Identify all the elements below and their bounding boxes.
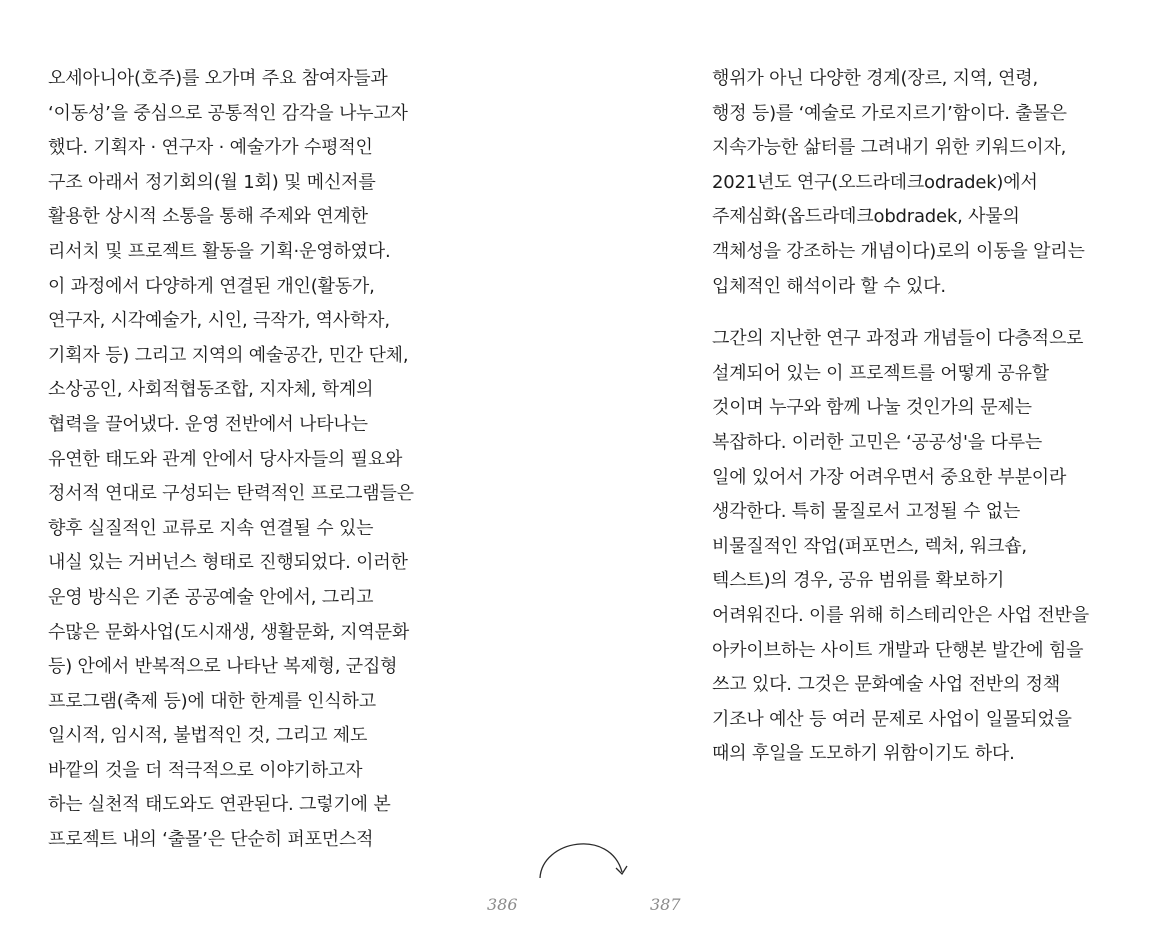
text-line: 기조나 예산 등 여러 문제로 사업이 일몰되었을 (712, 708, 1072, 730)
text-line: 바깥의 것을 더 적극적으로 이야기하고자 (48, 759, 363, 781)
text-line: 입체적인 해석이라 할 수 있다. (712, 275, 946, 297)
page-number-left: 386 (487, 895, 518, 914)
text-line: 일에 있어서 가장 어려우면서 중요한 부분이라 (712, 466, 1067, 488)
text-line: 주제심화(옵드라데크obdradek, 사물의 (712, 206, 1020, 228)
text-line: 하는 실천적 태도와도 연관된다. 그렇기에 본 (48, 794, 391, 816)
text-line: 때의 후일을 도모하기 위함이기도 하다. (712, 743, 1015, 765)
text-line: 정서적 연대로 구성되는 탄력적인 프로그램들은 (48, 483, 414, 505)
text-line: 기획자 등) 그리고 지역의 예술공간, 민간 단체, (48, 344, 409, 366)
text-line: 아카이브하는 사이트 개발과 단행본 발간에 힘을 (712, 639, 1084, 661)
text-line: 텍스트)의 경우, 공유 범위를 확보하기 (712, 570, 1005, 592)
text-line: 구조 아래서 정기회의(월 1회) 및 메신저를 (48, 171, 376, 193)
text-line: 활용한 상시적 소통을 통해 주제와 연계한 (48, 206, 368, 228)
page-number-right: 387 (650, 895, 681, 914)
text-line: 객체성을 강조하는 개념이다)로의 이동을 알리는 (712, 240, 1085, 262)
curved-arrow-icon (530, 832, 630, 884)
text-line: 행위가 아닌 다양한 경계(장르, 지역, 연령, (712, 68, 1039, 89)
text-line: 이 과정에서 다양하게 연결된 개인(활동가, (48, 275, 375, 297)
paragraph-gap (712, 304, 1132, 322)
text-line: 생각한다. 특히 물질로서 고정될 수 없는 (712, 501, 1021, 523)
text-line: 오세아니아(호주)를 오가며 주요 참여자들과 (48, 68, 388, 89)
text-line: 일시적, 임시적, 불법적인 것, 그리고 제도 (48, 725, 368, 747)
text-line: 쓰고 있다. 그것은 문화예술 사업 전반의 정책 (712, 674, 1061, 696)
text-line: 등) 안에서 반복적으로 나타난 복제형, 군집형 (48, 656, 398, 678)
text-line: ‘이동성’을 중심으로 공통적인 감각을 나누고자 (48, 102, 408, 124)
text-line: 설계되어 있는 이 프로젝트를 어떻게 공유할 (712, 362, 1049, 384)
text-line: 운영 방식은 기존 공공예술 안에서, 그리고 (48, 586, 374, 608)
text-line: 어려워진다. 이를 위해 히스테리안은 사업 전반을 (712, 604, 1089, 626)
text-line: 향후 실질적인 교류로 지속 연결될 수 있는 (48, 517, 374, 539)
paragraph-1 (712, 62, 1132, 304)
text-line: 2021년도 연구(오드라데크odradek)에서 (712, 171, 1038, 193)
text-line: 것이며 누구와 함께 나눌 것인가의 문제는 (712, 397, 1032, 419)
text-line: 소상공인, 사회적협동조합, 지자체, 학계의 (48, 379, 374, 401)
text-line: 유연한 태도와 관계 안에서 당사자들의 필요와 (48, 448, 403, 470)
text-line: 협력을 끌어냈다. 운영 전반에서 나타나는 (48, 413, 368, 435)
text-line: 내실 있는 거버넌스 형태로 진행되었다. 이러한 (48, 552, 408, 574)
text-line: 연구자, 시각예술가, 시인, 극작가, 역사학자, (48, 310, 390, 332)
text-line: 비물질적인 작업(퍼포먼스, 렉처, 워크숍, (712, 535, 1027, 557)
text-line: 프로그램(축제 등)에 대한 한계를 인식하고 (48, 690, 376, 712)
left-page-text (48, 62, 458, 858)
text-line: 복잡하다. 이러한 고민은 ‘공공성'을 다루는 (712, 431, 1043, 453)
text-line: 프로젝트 내의 ‘출몰’은 단순히 퍼포먼스적 (48, 829, 374, 851)
text-line: 리서치 및 프로젝트 활동을 기획·운영하였다. (48, 240, 391, 262)
text-line: 지속가능한 삶터를 그려내기 위한 키워드이자, (712, 137, 1067, 159)
right-page-text (712, 62, 1132, 772)
text-line: 수많은 문화사업(도시재생, 생활문화, 지역문화 (48, 621, 410, 643)
text-line: 행정 등)를 ‘예술로 가로지르기’함이다. 출몰은 (712, 102, 1067, 124)
text-line: 그간의 지난한 연구 과정과 개념들이 다층적으로 (712, 328, 1084, 350)
paragraph-2 (712, 322, 1132, 772)
text-line: 했다. 기획자 · 연구자 · 예술가가 수평적인 (48, 137, 373, 159)
